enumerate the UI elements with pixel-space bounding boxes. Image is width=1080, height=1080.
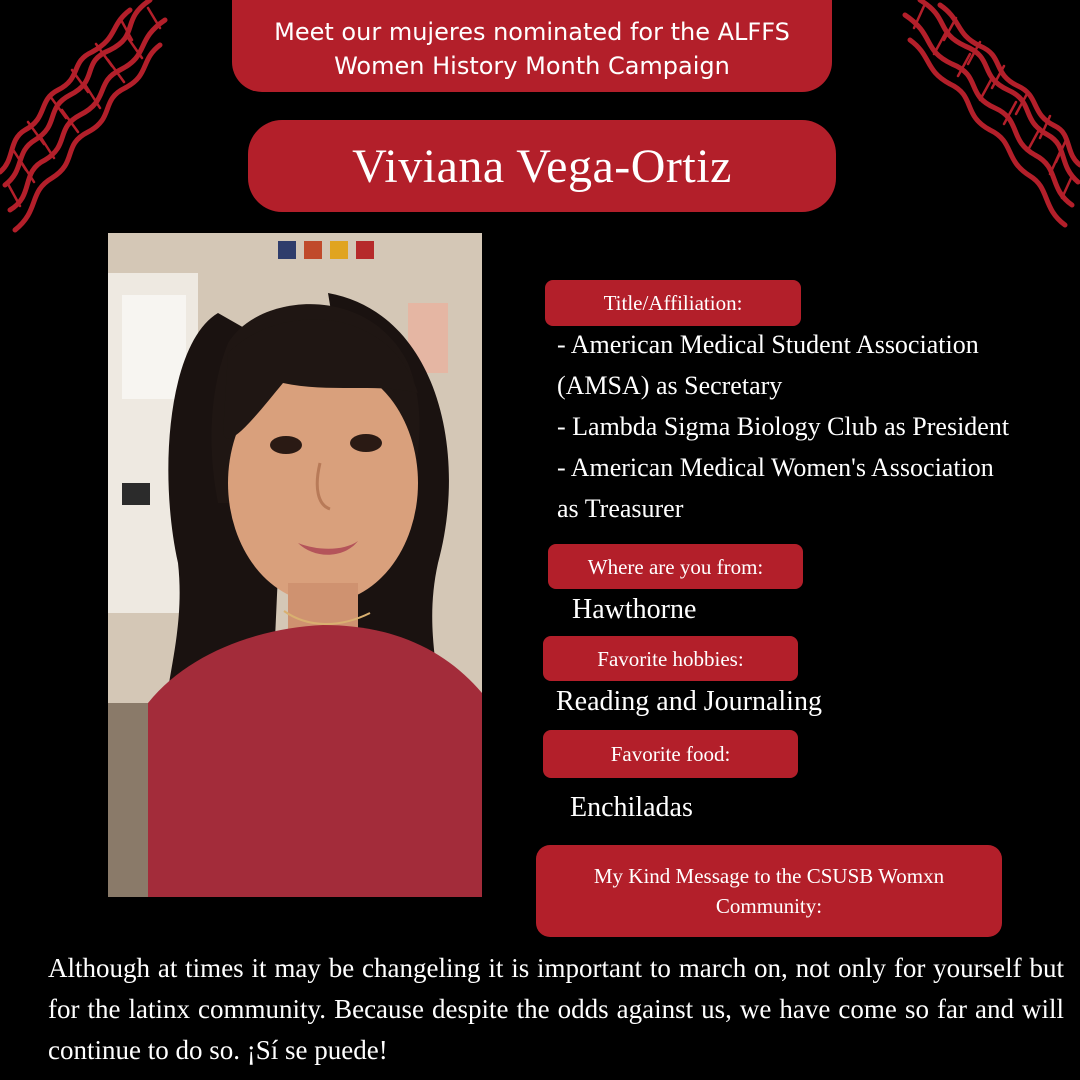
- affiliation-line: - American Medical Student Association: [557, 330, 979, 359]
- nominee-name: Viviana Vega-Ortiz: [248, 120, 836, 212]
- food-value: Enchiladas: [570, 792, 693, 823]
- portrait-photo: [108, 233, 482, 897]
- affiliation-line: - Lambda Sigma Biology Club as President: [557, 412, 1010, 441]
- where-from-value: Hawthorne: [572, 594, 697, 625]
- where-from-label: Where are you from:: [548, 544, 803, 589]
- food-label: Favorite food:: [543, 730, 798, 778]
- title-affiliation-label: Title/Affiliation:: [545, 280, 801, 326]
- header-line-1: Meet our mujeres nominated for the ALFFS: [274, 18, 790, 46]
- left-brush-decoration: [0, 0, 170, 250]
- message-label: My Kind Message to the CSUSB Womxn Community:: [536, 845, 1002, 937]
- hobbies-label: Favorite hobbies:: [543, 636, 798, 681]
- campaign-header-banner: [232, 0, 832, 92]
- affiliation-line: as Treasurer: [557, 494, 684, 523]
- affiliation-line: - American Medical Women's Association: [557, 453, 994, 482]
- hobbies-value: Reading and Journaling: [556, 686, 822, 717]
- kind-message-text: Although at times it may be changeling it is important to march on, not only for yourself but for the latinx community. Because despite the odds against us, we have come so far and will continue to do so. ¡Sí se puede!: [48, 953, 1064, 1065]
- header-line-2: Women History Month Campaign: [334, 52, 730, 80]
- affiliation-line: (AMSA) as Secretary: [557, 371, 783, 400]
- affiliation-list: [557, 324, 1067, 529]
- right-brush-decoration: [900, 0, 1080, 240]
